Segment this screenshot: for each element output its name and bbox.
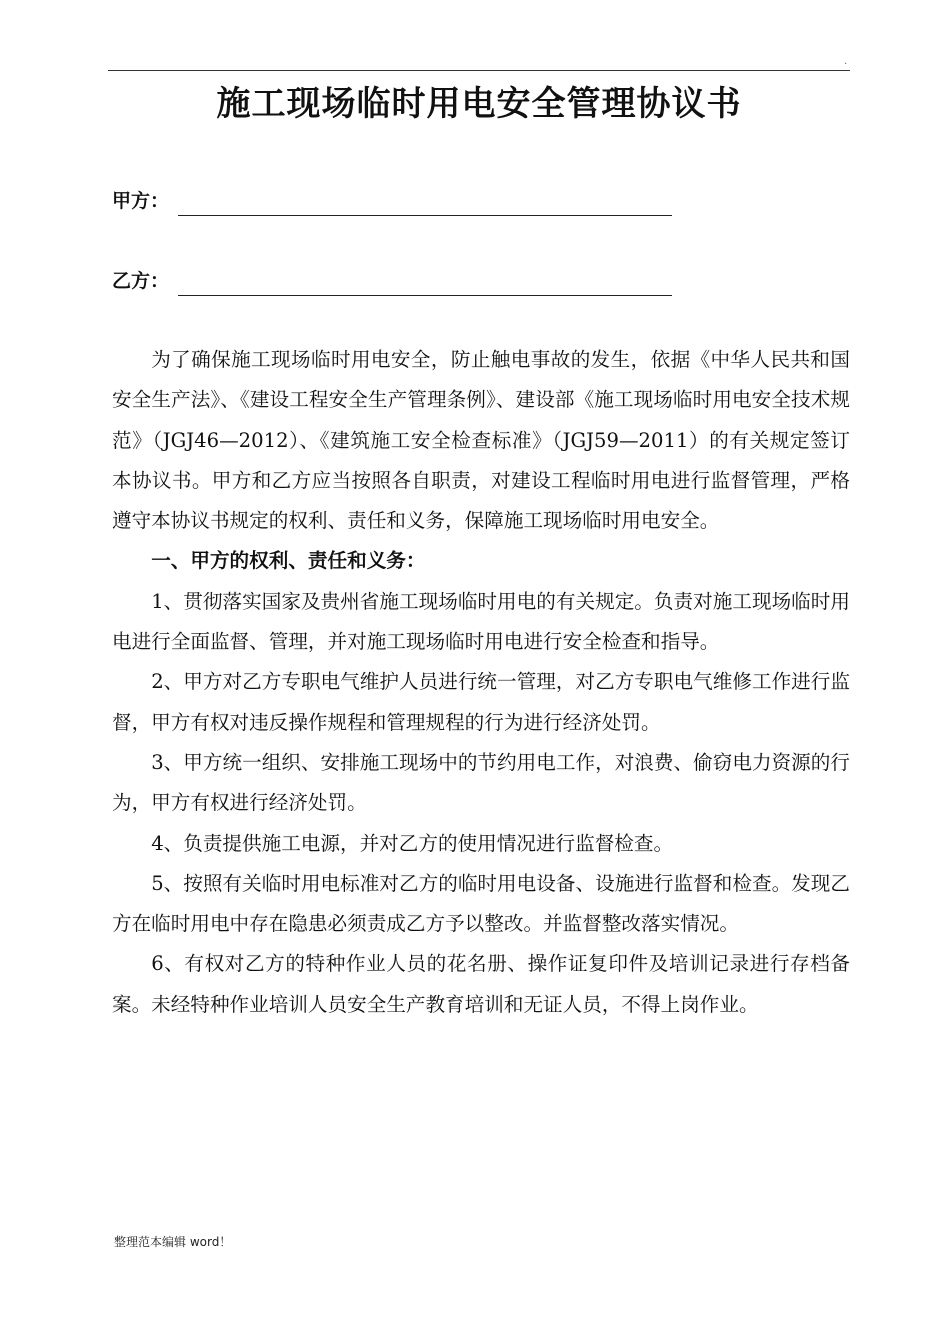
header-rule <box>108 70 850 71</box>
clause-paragraph: 5、按照有关临时用电标准对乙方的临时用电设备、设施进行监督和检查。发现乙方在临时用电中存在隐患必须责成乙方予以整改。并监督整改落实情况。 <box>112 871 850 936</box>
corner-mark: . <box>844 56 848 67</box>
page-footer: 整理范本编辑 word！ <box>114 1235 232 1249</box>
clause-paragraph: 4、负责提供施工电源，并对乙方的使用情况进行监督检查。 <box>151 831 674 855</box>
document-title: 施工现场临时用电安全管理协议书 <box>216 84 742 124</box>
party-a-line <box>112 186 169 216</box>
intro-paragraph: 为了确保施工现场临时用电安全，防止触电事故的发生，依据《中华人民共和国安全生产法》、《建设工程安全生产管理条例》、建设部《施工现场临时用电安全技术规范》（JGJ46—2012）、《建筑施工安全检查标准》（JGJ59—2011）的有关规定签订本协议书。甲方和乙方应当按照各自职责，对建设工程临时用电进行监督管理，严格遵守本协议书规定的权利、责任和义务，保障施工现场临时用电安全。 <box>112 348 850 533</box>
party-a-blank <box>178 186 672 216</box>
party-b-label: 乙方： <box>112 270 170 292</box>
party-b-blank <box>178 266 672 296</box>
agreement-body <box>112 340 850 1025</box>
clause-paragraph: 1、贯彻落实国家及贵州省施工现场临时用电的有关规定。负责对施工现场临时用电进行全面监督、管理，并对施工现场临时用电进行安全检查和指导。 <box>112 589 850 654</box>
party-b-line <box>112 266 169 296</box>
party-a-label: 甲方： <box>112 190 170 212</box>
clause-paragraph: 2、甲方对乙方专职电气维护人员进行统一管理，对乙方专职电气维修工作进行监督，甲方有权对违反操作规程和管理规程的行为进行经济处罚。 <box>112 670 850 734</box>
clause-paragraph: 3、甲方统一组织、安排施工现场中的节约用电工作，对浪费、偷窃电力资源的行为，甲方有权进行经济处罚。 <box>112 750 850 815</box>
section-heading: 一、甲方的权利、责任和义务： <box>151 549 426 573</box>
clause-paragraph: 6、有权对乙方的特种作业人员的花名册、操作证复印件及培训记录进行存档备案。未经特种作业培训人员安全生产教育培训和无证人员，不得上岗作业。 <box>112 952 850 1016</box>
